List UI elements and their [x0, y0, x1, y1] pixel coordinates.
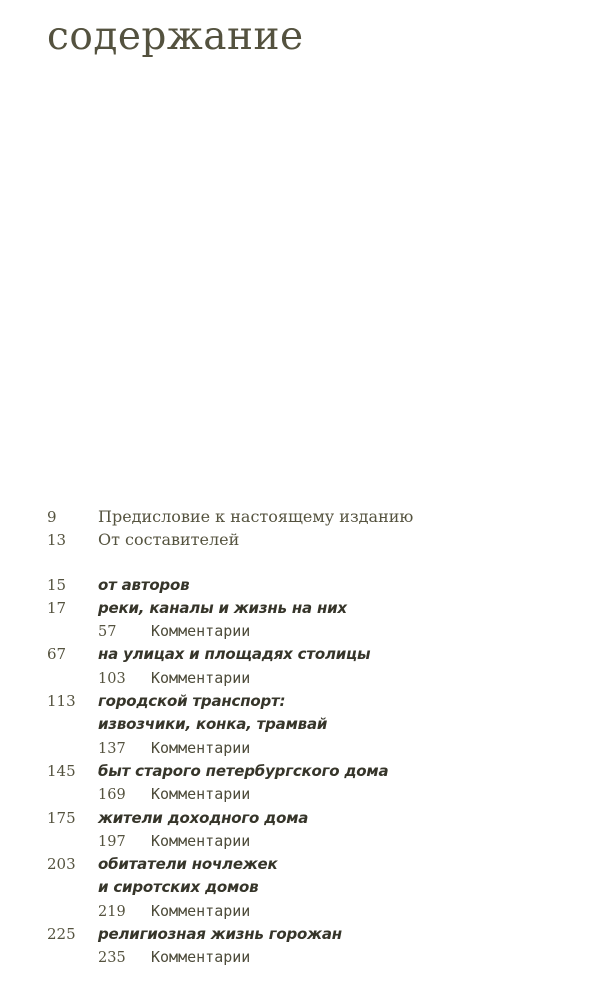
chapter-title-continued: извозчики, конка, трамвай [98, 715, 328, 734]
chapter-title: обитатели ночлежек [98, 855, 278, 874]
toc-chapter-streets[interactable] [0, 643, 601, 666]
toc-comments-entry[interactable] [0, 667, 601, 690]
toc-chapter-rivers[interactable] [0, 597, 601, 620]
toc-chapter-from-authors[interactable] [0, 574, 601, 597]
toc-entry-preface[interactable] [0, 505, 601, 528]
comments-label: Комментарии [151, 901, 251, 920]
comments-label: Комментарии [151, 622, 251, 641]
page-number: 203 [47, 855, 76, 874]
toc-comments-entry[interactable] [0, 783, 601, 806]
toc-comments-entry[interactable] [0, 737, 601, 760]
toc-comments-entry[interactable] [0, 620, 601, 643]
chapter-title: жители доходного дома [98, 808, 309, 827]
page-number: 225 [47, 925, 76, 944]
chapter-title: на улицах и площадях столицы [98, 645, 371, 664]
page-number: 113 [47, 692, 76, 711]
comments-label: Комментарии [151, 738, 251, 757]
toc-chapter-transport[interactable] [0, 690, 601, 713]
comments-page-number: 137 [98, 740, 126, 757]
comments-page-number: 103 [98, 670, 126, 687]
comments-page-number: 169 [98, 787, 126, 804]
comments-label: Комментарии [151, 948, 251, 967]
page-number: 175 [47, 808, 76, 827]
comments-page-number: 219 [98, 903, 126, 920]
chapter-title: религиозная жизнь горожан [98, 925, 342, 944]
toc-chapter-religion[interactable] [0, 923, 601, 946]
toc-chapter-transport-continued [0, 713, 601, 736]
page-number: 9 [47, 508, 57, 526]
entry-title: Предисловие к настоящему изданию [98, 507, 414, 526]
page-number: 67 [47, 645, 67, 664]
comments-label: Комментарии [151, 785, 251, 804]
page-number: 15 [47, 575, 67, 594]
toc-comments-entry[interactable] [0, 830, 601, 853]
page-number: 145 [47, 761, 76, 780]
toc-chapter-shelters[interactable] [0, 853, 601, 876]
toc-entry-from-compilers[interactable] [0, 528, 601, 551]
chapter-title: реки, каналы и жизнь на них [98, 598, 347, 617]
toc-chapter-tenants[interactable] [0, 807, 601, 830]
comments-label: Комментарии [151, 831, 251, 850]
comments-label: Комментарии [151, 668, 251, 687]
toc-comments-entry[interactable] [0, 900, 601, 923]
chapter-title: быт старого петербургского дома [98, 761, 389, 780]
toc-chapter-shelters-continued [0, 876, 601, 899]
page-number: 13 [47, 531, 67, 550]
chapter-title: от авторов [98, 575, 190, 594]
chapter-title-continued: и сиротских домов [98, 878, 259, 897]
chapter-title: городской транспорт: [98, 692, 286, 711]
page-title: содержание [47, 14, 304, 59]
comments-page-number: 197 [98, 833, 126, 850]
table-of-contents [0, 505, 601, 970]
entry-title: От составителей [98, 530, 240, 550]
page-number: 17 [47, 598, 67, 617]
toc-comments-entry[interactable] [0, 946, 601, 969]
comments-page-number: 235 [98, 950, 126, 967]
toc-chapter-household[interactable] [0, 760, 601, 783]
comments-page-number: 57 [98, 624, 117, 641]
